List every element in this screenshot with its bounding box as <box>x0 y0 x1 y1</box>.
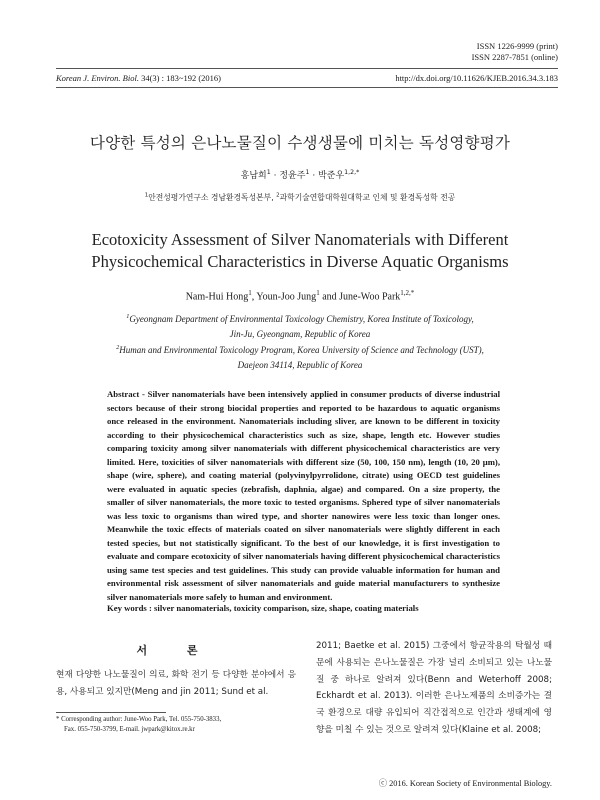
english-affil-2-line-1 <box>60 341 540 358</box>
body-column-left: 현재 다양한 나노물질이 의료, 화학 전기 등 다양한 분야에서 응용, 사용되고 있지만(Meng and jin 2011; Sund et al. <box>56 670 296 697</box>
korean-affil-1-sup: 1 <box>144 192 149 199</box>
section-heading-introduction: 서 론 <box>136 644 216 657</box>
english-affil-1-text: Gyeongnam Department of Environmental Toxicology Chemistry, Korea Institute of Toxicology, <box>129 314 474 324</box>
english-author-1-sup: 1 <box>248 289 252 297</box>
english-author-2-sup: 1 <box>316 289 320 297</box>
korean-affil-2-sup: 2 <box>276 192 280 199</box>
english-affil-1-line-2: Jin-Ju, Gyeongnam, Republic of Korea <box>229 328 371 339</box>
abstract-text: Abstract - Silver nanomaterials have been intensively applied in consumer products of diverse industrial sectors because of their strong biocidal properties and reported to be hazardous to aquatic organisms once released in the environment. Nanomaterials including sliver, are known to be different in toxicity according to their physicochemical characteristics such as size, shape, length etc. However studies comparing toxicity among silver nanomaterials with different physicochemical characteristics are very limited. Here, toxicities of silver nanomaterials with different size (50, 100, 150 nm), length (10, 20 μm), shape (wire, sphere), and coating material (polyvinylpyrrolidone, citrate) using OECD test guidelines were evaluated in aquatic species (zebrafish, daphnia, algae) and compared. On a size property, the smaller of silver nanomaterials, the more toxic to tested organisms. Sphered type of silver nanomaterials was less toxic to organisms than wired type, and shorter nanowires were less toxic than longer ones. Meanwhile the toxic effects of materials coated on silver nanomaterials were slightly different in each tested species, but not statistically significant. To the best of our knowledge, it is first investigation to evaluate and compare ecotoxicity of silver nanomaterials having different physicochemical characteristics using same test species and test guidelines. This study can provide valuable information for human and environmental risk assessment of silver nanomaterials and guide material manufacturers to synthesize silver nanomaterials more safely to human and environment. <box>107 389 500 602</box>
issn-online: ISSN 2287-7851 (online) <box>471 52 558 62</box>
korean-author-2-sup: 1 <box>305 169 310 176</box>
korean-title: 다양한 특성의 은나노물질이 수생생물에 미치는 독성영향평가 <box>89 134 511 152</box>
english-title-line-2: Physicochemical Characteristics in Diverse Aquatic Organisms <box>91 252 509 271</box>
issn-block <box>472 41 558 63</box>
footnote-rule <box>56 712 166 713</box>
korean-author-1-sup: 1 <box>266 169 271 176</box>
header-bottom-rule <box>56 87 558 88</box>
english-author-2: Youn-Joo Jung <box>256 291 317 303</box>
doi-link[interactable]: http://dx.doi.org/10.11626/KJEB.2016.34.3.183 <box>395 73 558 83</box>
korean-affil-1: 안전성평가연구소 경남환경독성본부, <box>148 193 277 202</box>
english-author-3-sup: 1,2,* <box>400 289 415 297</box>
journal-citation <box>56 73 221 83</box>
english-author-3: June-Woo Park <box>339 291 401 303</box>
english-affil-1-sup: 1 <box>126 313 130 320</box>
korean-affil-2: 과학기술연합대학원대학교 인체 및 환경독성학 전공 <box>279 193 456 202</box>
korean-authors: 홍남희$^1$ · 정윤주$^1$ · 박준우$^{1,2,*}$ <box>240 169 360 181</box>
header-top-rule <box>56 68 558 69</box>
corresponding-author-footnote <box>56 715 306 735</box>
footnote-line-1: * Corresponding author: June-Woo Park, Tel. 055-750-3833, <box>56 716 222 723</box>
keywords: Key words : silver nanomaterials, toxicity comparison, size, shape, coating materials <box>107 603 419 613</box>
english-affil-2-line-2: Daejeon 34114, Republic of Korea <box>237 359 363 370</box>
journal-name: Korean J. Environ. Biol. <box>56 73 139 83</box>
english-affil-1-line-1 <box>60 310 540 327</box>
korean-author-3: 박준우 <box>318 171 345 181</box>
english-title <box>40 229 560 273</box>
journal-volume: 34(3) : 183~192 (2016) <box>138 73 221 83</box>
korean-author-1: 홍남희 <box>240 171 267 181</box>
korean-author-2: 정윤주 <box>279 171 306 181</box>
body-column-right: 2011; Baetke et al. 2015) 그중에서 항균작용의 탁월성 때문에 사용되는 은나노물질은 가장 널리 소비되고 있는 나노물질 중 하나로 알려져 있다(Benn and Weterhoff 2008; Eckhardt et al. 2013). 이러한 은나노제품의 소비증가는 결국 환경으로 대량 유입되어 직간접적으로 인간과 생태계에 영향을 미칠 수 있는 것으로 알려져 있다(Klaine et al. 2008; <box>316 641 552 735</box>
english-affil-2-sup: 2 <box>116 344 120 351</box>
english-authors: Nam-Hui Hong$^1$, Youn-Joo Jung$^1$ and June-Woo Park$^{1,2,*}$ <box>185 289 415 303</box>
english-title-line-1: Ecotoxicity Assessment of Silver Nanomaterials with Different <box>91 230 509 249</box>
footnote-line-2: Fax. 055-750-3799, E-mail. jwpark@kitox.re.kr <box>64 726 195 733</box>
korean-author-3-sup: 1,2,* <box>344 169 360 176</box>
english-affiliations <box>60 310 540 372</box>
english-affil-2-text: Human and Environmental Toxicology Program, Korea University of Science and Technology (UST), <box>119 345 484 355</box>
issn-print: ISSN 1226-9999 (print) <box>476 41 558 51</box>
english-author-1: Nam-Hui Hong <box>185 291 249 303</box>
copyright-notice: ⓒ 2016. Korean Society of Environmental Biology. <box>378 779 552 788</box>
korean-affiliations <box>0 192 600 203</box>
